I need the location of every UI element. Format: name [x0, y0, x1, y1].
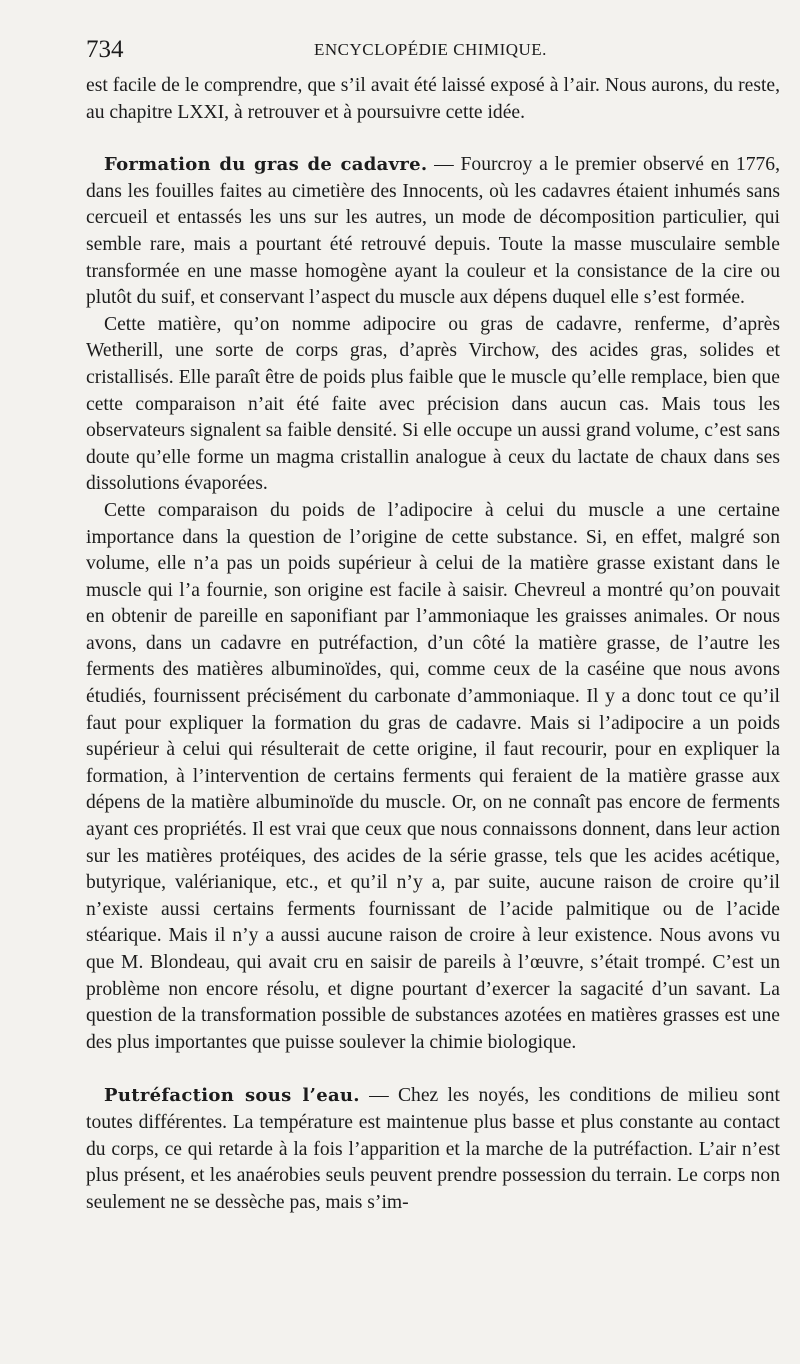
section-title-gras-de-cadavre: Formation du gras de cadavre.	[104, 154, 428, 176]
page-header	[86, 36, 760, 70]
paragraph-continued: est facile de le comprendre, que s’il avait été laissé exposé à l’air. Nous aurons, du reste, au chapitre LXXI, à retrouver et à poursuivre cette idée.	[86, 75, 780, 123]
paragraph-adipocire: Cette matière, qu’on nomme adipocire ou gras de cadavre, renferme, d’après Wetherill, une sorte de corps gras, d’après Virchow, des acides gras, solides et cristallisés. Elle paraît être de poids plus faible que le muscle qu’elle remplace, bien que cette comparaison n’ait été faite avec précision dans aucun cas. Mais tous les observateurs signalent sa faible densité. Si elle occupe un aussi grand volume, c’est sans doute qu’elle forme un magma cristallin analogue à ceux du lactate de chaux dans ses dissolutions évaporées.	[86, 313, 780, 495]
running-title: ENCYCLOPÉDIE CHIMIQUE.	[314, 40, 547, 59]
page-body	[86, 73, 780, 1216]
paragraph-gras-de-cadavre	[86, 152, 780, 312]
paragraph-text: — Chez les noyés, les conditions de milieu sont toutes différentes. La température est maintenue plus basse et plus constante au contact du corps, ce qui retarde à la fois l’apparition et la marche de la putréfaction. L’air n’est plus présent, et les anaérobies seuls peuvent prendre possession du terrain. Le corps non seulement ne se dessèche pas, mais s’im-	[86, 1085, 780, 1213]
page-number: 734	[86, 36, 124, 63]
section-title-putrefaction-sous-eau: Putréfaction sous l’eau.	[104, 1085, 360, 1107]
paragraph-comparaison: Cette comparaison du poids de l’adipocire à celui du muscle a une certaine importance dans la question de l’origine de cette substance. Si, en effet, malgré son volume, elle n’a pas un poids supérieur à celui de la matière grasse existant dans le muscle qui l’a fournie, son origine est facile à saisir. Chevreul a montré qu’on pouvait en obtenir de pareille en saponifiant par l’ammoniaque les graisses animales. Or nous avons, dans un cadavre en putréfaction, d’un côté la matière grasse, de l’autre les ferments des matières albuminoïdes, qui, comme ceux de la caséine que nous avons étudiés, fournissent précisément du carbonate d’ammoniaque. Il y a donc tout ce qu’il faut pour expliquer la formation du gras de cadavre. Mais si l’adipocire a un poids supérieur à celui qui résulterait de cette origine, il faut recourir, pour en expliquer la formation, à l’intervention de certains ferments qui feraient de la matière grasse aux dépens de la matière albuminoïde du muscle. Or, on ne connaît pas encore de ferments ayant ces propriétés. Il est vrai que ceux que nous connaissons donnent, dans leur action sur les matières protéiques, des acides de la série grasse, tels que les acides acétique, butyrique, valérianique, etc., et qu’il n’y a, par suite, aucune raison de croire qu’il n’existe aussi certains ferments fournissant de l’acide palmitique ou de l’acide stéarique. Mais il n’y a aussi aucune raison de croire à leur existence. Nous avons vu que M. Blondeau, qui avait cru en saisir de pareils à l’œuvre, s’était trompé. C’est un problème non encore résolu, et digne pourtant d’exercer la sagacité d’un savant. La question de la transformation possible de substances azotées en matières grasses est une des plus importantes que puisse soulever la chimie biologique.	[86, 499, 780, 1053]
paragraph-putrefaction-sous-eau	[86, 1083, 780, 1216]
paragraph-text: — Fourcroy a le premier observé en 1776, dans les fouilles faites au cimetière des Innocents, où les cadavres étaient inhumés sans cercueil et entassés les uns sur les autres, un mode de décomposition particulier, qui semble rare, mais a pourtant été retrouvé depuis. Toute la masse musculaire semble transformée en une masse homogène ayant la couleur et la consistance de la cire ou plutôt du suif, et conservant l’aspect du muscle aux dépens duquel elle s’est formée.	[86, 154, 780, 309]
